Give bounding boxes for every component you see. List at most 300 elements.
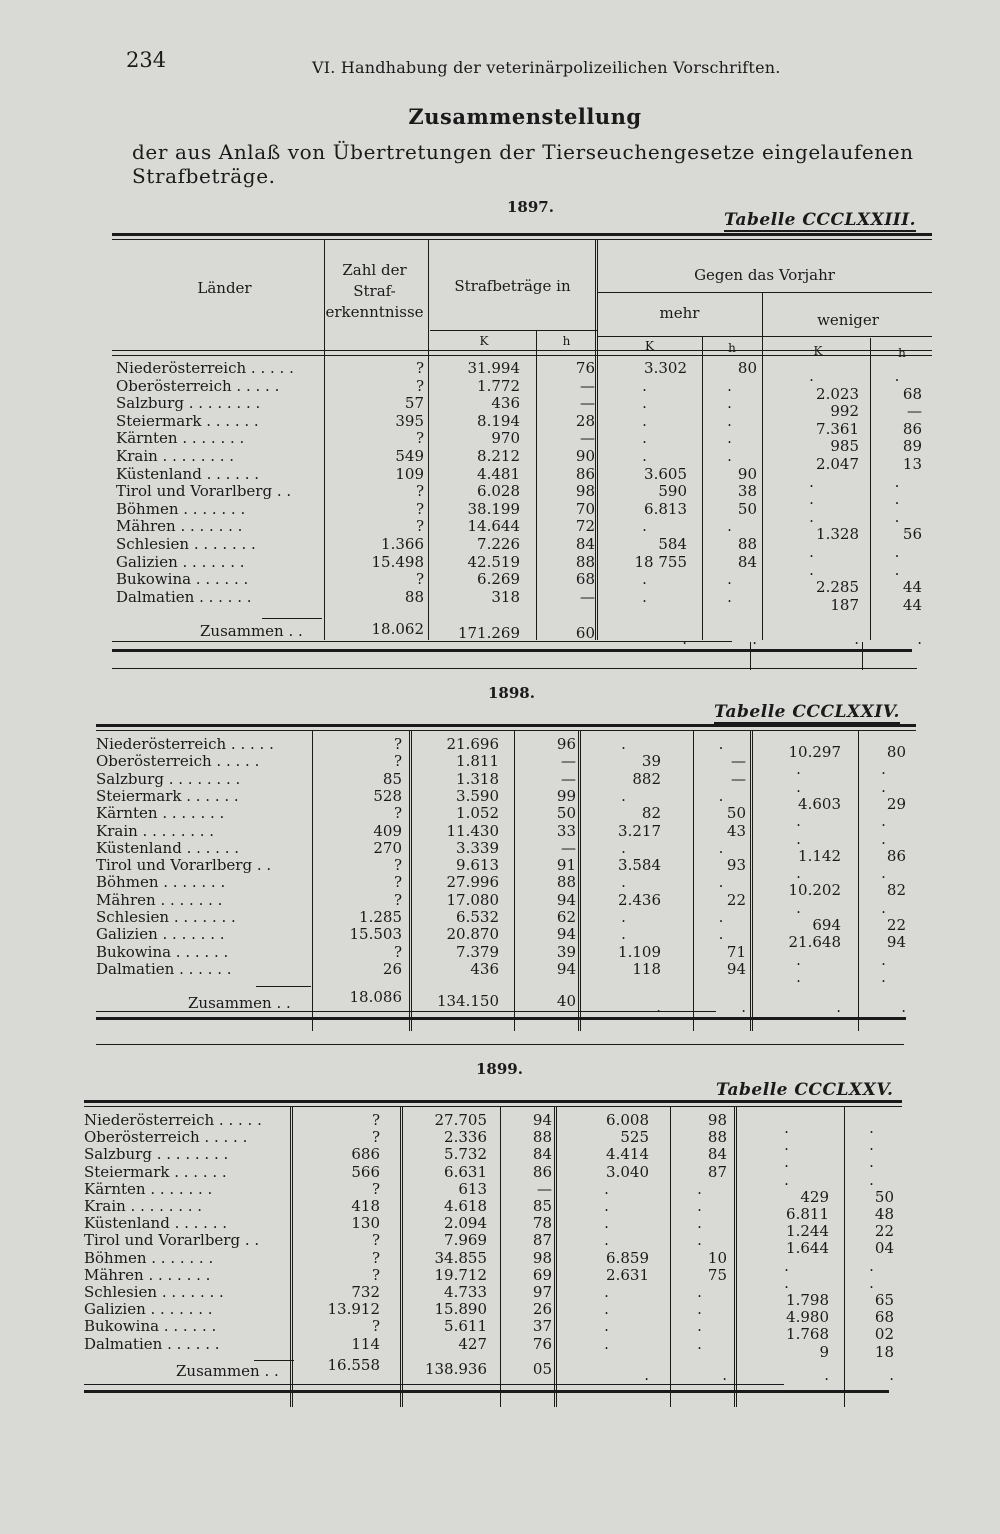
cell-wh: . — [869, 1153, 874, 1172]
row-land: Salzburg . . . . . . . . — [84, 1145, 229, 1164]
cell-zahl: 1.366 — [381, 535, 424, 553]
cell-wk: . — [796, 777, 801, 796]
cell-wk: 1.644 — [786, 1239, 829, 1258]
cell-h: 84 — [575, 535, 595, 553]
cell-h: 94 — [532, 1111, 552, 1129]
cell-mh: . — [697, 1300, 702, 1319]
cell-h: 76 — [532, 1334, 552, 1353]
row-land: Oberösterreich . . . . . — [116, 376, 280, 395]
row-land: Niederösterreich . . . . . — [116, 359, 294, 377]
cell-mh: 75 — [707, 1265, 727, 1284]
cell-mk: . — [604, 1231, 609, 1250]
row-land: Mähren . . . . . . . — [96, 890, 223, 909]
cell-zahl: 528 — [373, 786, 402, 805]
cell-mk: . — [642, 447, 647, 465]
cell-mh: 80 — [737, 359, 757, 377]
cell-wk: 985 — [830, 437, 859, 456]
cell-zahl: 88 — [404, 587, 424, 606]
cell-h: 98 — [575, 482, 595, 501]
cell-zahl: ? — [393, 735, 402, 753]
cell-zahl: 26 — [382, 959, 402, 978]
cell-mh: 93 — [726, 856, 746, 875]
table-1899 — [84, 1060, 904, 1430]
cell-mk: . — [642, 587, 647, 606]
total-wh: . — [917, 630, 922, 648]
cell-mh: . — [727, 447, 732, 465]
cell-zahl: ? — [415, 359, 424, 377]
cell-k: 4.618 — [444, 1197, 487, 1215]
row-land: Küstenland . . . . . . — [84, 1214, 228, 1233]
cell-k: 5.732 — [444, 1145, 487, 1164]
cell-mh: . — [697, 1179, 702, 1198]
total-h: 40 — [556, 992, 576, 1010]
cell-k: 6.028 — [477, 482, 520, 501]
running-head: VI. Handhabung der veterinärpolizeilichen Vorschriften. — [312, 58, 781, 77]
cell-h: 70 — [575, 499, 595, 518]
cell-k: 27.705 — [434, 1111, 487, 1129]
row-land: Niederösterreich . . . . . — [84, 1111, 262, 1129]
cell-mk: 82 — [641, 804, 661, 823]
cell-wk: . — [784, 1153, 789, 1172]
cell-k: 1.052 — [456, 804, 499, 823]
cell-mk: 882 — [632, 769, 661, 788]
total-mh: . — [752, 630, 757, 648]
cell-zahl: 270 — [373, 838, 402, 857]
total-mk: . — [656, 998, 661, 1016]
cell-h: 39 — [556, 942, 576, 961]
cell-mh: . — [697, 1197, 702, 1215]
cell-h: 86 — [575, 464, 595, 483]
table-year: 1897. — [507, 198, 554, 216]
cell-zahl: ? — [393, 804, 402, 823]
cell-wk: 1.244 — [786, 1222, 829, 1241]
cell-k: 3.339 — [456, 838, 499, 857]
cell-h: 94 — [556, 959, 576, 978]
cell-mk: . — [621, 925, 626, 944]
cell-zahl: ? — [415, 570, 424, 589]
cell-mk: . — [621, 735, 626, 753]
row-land: Schlesien . . . . . . . — [84, 1283, 224, 1301]
cell-h: 94 — [556, 890, 576, 909]
total-mh: . — [741, 998, 746, 1016]
cell-mh: 43 — [726, 821, 746, 840]
row-land: Galizien . . . . . . . — [84, 1300, 213, 1319]
cell-wh: 44 — [902, 595, 922, 614]
row-land: Oberösterreich . . . . . — [96, 752, 260, 771]
sub-mehr-h: h — [728, 341, 736, 355]
cell-wh: . — [881, 777, 886, 796]
cell-mk: . — [604, 1334, 609, 1353]
cell-mk: 3.584 — [618, 856, 661, 875]
cell-zahl: ? — [415, 376, 424, 395]
cell-wh: . — [894, 560, 900, 579]
cell-mk: 18 755 — [634, 552, 687, 571]
cell-wk: . — [796, 898, 801, 917]
cell-mh: . — [697, 1334, 702, 1353]
cell-mh: 88 — [737, 535, 757, 553]
cell-wk: . — [796, 812, 801, 831]
cell-wk: . — [809, 490, 814, 509]
cell-mh: — — [731, 752, 746, 771]
cell-mh: . — [727, 376, 732, 395]
cell-mh: 87 — [707, 1162, 727, 1181]
cell-zahl: ? — [371, 1128, 380, 1147]
row-land: Oberösterreich . . . . . — [84, 1128, 248, 1147]
cell-wh: . — [894, 490, 900, 509]
cell-mk: . — [604, 1214, 609, 1233]
cell-h: 26 — [532, 1300, 552, 1319]
cell-zahl: 15.498 — [371, 552, 424, 571]
cell-h: — — [537, 1179, 552, 1198]
cell-k: 31.994 — [467, 359, 520, 377]
cell-mh: . — [718, 908, 724, 926]
cell-h: 97 — [532, 1283, 552, 1301]
sub-weniger-h: h — [898, 346, 906, 360]
cell-wh: . — [894, 543, 900, 561]
cell-mk: . — [604, 1317, 609, 1336]
cell-zahl: 109 — [395, 464, 424, 483]
page-subtitle: der aus Anlaß von Übertretungen der Tierseuchengesetze eingelaufenen Strafbeträge. — [132, 140, 914, 188]
cell-zahl: 566 — [351, 1162, 380, 1181]
cell-h: 94 — [556, 925, 576, 944]
cell-wh: . — [869, 1170, 874, 1189]
total-zahl: 18.086 — [349, 988, 402, 1006]
cell-mh: . — [718, 925, 724, 944]
sub-weniger-k: K — [813, 344, 823, 358]
cell-h: 84 — [532, 1145, 552, 1164]
cell-k: 8.194 — [477, 411, 520, 430]
cell-mh: 84 — [707, 1145, 727, 1164]
cell-wh: . — [869, 1256, 874, 1275]
cell-mk: . — [604, 1197, 609, 1215]
cell-wk: . — [784, 1256, 789, 1275]
cell-zahl: ? — [393, 942, 402, 961]
cell-h: — — [580, 394, 595, 413]
cell-h: 62 — [556, 908, 576, 926]
total-mk: . — [682, 630, 687, 648]
cell-wk: . — [809, 367, 814, 385]
cell-h: 87 — [532, 1231, 552, 1250]
total-wk: . — [836, 998, 841, 1016]
cell-zahl: ? — [371, 1265, 380, 1284]
cell-wh: 68 — [874, 1308, 894, 1327]
cell-zahl: ? — [393, 856, 402, 875]
cell-mk: . — [621, 908, 626, 926]
cell-zahl: ? — [371, 1317, 380, 1336]
cell-k: 436 — [470, 959, 499, 978]
cell-wh: 02 — [874, 1325, 894, 1344]
row-land: Bukowina . . . . . . — [116, 570, 249, 589]
row-land: Steiermark . . . . . . — [116, 411, 259, 430]
cell-h: 33 — [556, 821, 576, 840]
cell-wk: 4.603 — [798, 794, 841, 813]
cell-wh: 50 — [874, 1187, 894, 1206]
cell-k: 9.613 — [456, 856, 499, 875]
cell-mh: 90 — [737, 464, 757, 483]
cell-zahl: 13.912 — [327, 1300, 380, 1319]
row-land: Küstenland . . . . . . — [96, 838, 240, 857]
cell-wh: 22 — [874, 1222, 894, 1241]
table-1897 — [112, 198, 932, 678]
cell-wh: 04 — [874, 1239, 894, 1258]
cell-mh: 84 — [737, 552, 757, 571]
cell-wk: 2.285 — [816, 578, 859, 597]
cell-mh: . — [697, 1283, 702, 1301]
sub-mehr-k: K — [645, 339, 654, 353]
cell-zahl: 395 — [395, 411, 424, 430]
cell-mh: 94 — [726, 959, 746, 978]
cell-wh: 29 — [886, 794, 906, 813]
cell-h: 85 — [532, 1197, 552, 1215]
row-land: Tirol und Vorarlberg . . — [84, 1231, 260, 1250]
cell-mk: . — [642, 570, 647, 589]
row-land: Kärnten . . . . . . . — [116, 429, 245, 448]
cell-wk: 2.047 — [816, 455, 859, 473]
cell-wh: . — [881, 898, 886, 917]
cell-mh: . — [697, 1317, 702, 1336]
row-land: Bukowina . . . . . . — [96, 942, 229, 961]
cell-k: 2.094 — [444, 1214, 487, 1233]
cell-mk: 118 — [632, 959, 661, 978]
cell-wh: 56 — [902, 525, 922, 544]
cell-mk: . — [642, 394, 647, 413]
cell-mh: . — [727, 394, 732, 413]
row-land: Dalmatien . . . . . . — [96, 959, 232, 978]
cell-zahl: 15.503 — [349, 925, 402, 944]
cell-zahl: 114 — [351, 1334, 380, 1353]
cell-h: — — [580, 376, 595, 395]
cell-wh: 65 — [874, 1291, 894, 1309]
cell-h: 96 — [556, 735, 576, 753]
row-land: Dalmatien . . . . . . — [84, 1334, 220, 1353]
cell-zahl: ? — [371, 1231, 380, 1250]
cell-k: 7.226 — [477, 535, 520, 553]
row-land: Schlesien . . . . . . . — [96, 908, 236, 926]
cell-mh: 38 — [737, 482, 757, 501]
cell-wk: . — [796, 967, 801, 986]
cell-zahl: ? — [393, 873, 402, 892]
total-mk: . — [644, 1366, 649, 1384]
cell-k: 318 — [491, 587, 520, 606]
cell-h: 28 — [575, 411, 595, 430]
cell-k: 42.519 — [467, 552, 520, 571]
cell-k: 4.481 — [477, 464, 520, 483]
page-title: Zusammenstellung — [408, 104, 642, 129]
cell-mk: 4.414 — [606, 1145, 649, 1164]
row-land: Krain . . . . . . . . — [116, 447, 235, 465]
cell-k: 970 — [491, 429, 520, 448]
cell-h: 88 — [532, 1128, 552, 1147]
row-land: Dalmatien . . . . . . — [116, 587, 252, 606]
cell-k: 7.969 — [444, 1231, 487, 1250]
cell-mk: . — [621, 786, 626, 805]
cell-h: — — [561, 769, 576, 788]
total-mh: . — [722, 1366, 727, 1384]
cell-wh: . — [894, 507, 900, 526]
cell-wk: . — [796, 760, 801, 779]
cell-k: 1.772 — [477, 376, 520, 395]
cell-wk: . — [809, 472, 814, 491]
cell-wk: . — [809, 560, 814, 579]
total-k: 134.150 — [436, 992, 499, 1010]
row-land: Krain . . . . . . . . — [84, 1197, 203, 1215]
cell-wk: 429 — [800, 1187, 829, 1206]
cell-mk: . — [642, 376, 647, 395]
cell-wh: 89 — [902, 437, 922, 456]
cell-mk: 2.631 — [606, 1265, 649, 1284]
row-land: Mähren . . . . . . . — [84, 1265, 211, 1284]
cell-zahl: 130 — [351, 1214, 380, 1233]
table-name: Tabelle CCCLXXV. — [716, 1080, 894, 1100]
cell-h: 88 — [556, 873, 576, 892]
cell-mk: 525 — [620, 1128, 649, 1147]
row-land: Niederösterreich . . . . . — [96, 735, 274, 753]
row-land: Kärnten . . . . . . . — [84, 1179, 213, 1198]
total-wk: . — [824, 1366, 829, 1384]
cell-wk: 21.648 — [788, 933, 841, 952]
cell-zahl: 85 — [382, 769, 402, 788]
cell-k: 3.590 — [456, 786, 499, 805]
table-name: Tabelle CCCLXXIV. — [714, 702, 900, 722]
cell-zahl: ? — [415, 482, 424, 501]
cell-h: — — [561, 752, 576, 771]
cell-h: 68 — [575, 570, 595, 589]
cell-mh: 71 — [726, 942, 746, 961]
cell-wk: 1.328 — [816, 525, 859, 544]
cell-h: 90 — [575, 447, 595, 465]
cell-wh: 22 — [886, 916, 906, 934]
cell-zahl: ? — [371, 1248, 380, 1267]
header-mehr: mehr — [659, 304, 700, 322]
cell-zahl: ? — [415, 429, 424, 448]
cell-wh: 18 — [874, 1342, 894, 1361]
cell-k: 4.733 — [444, 1283, 487, 1301]
table-1898 — [96, 684, 916, 1054]
cell-k: 14.644 — [467, 517, 520, 536]
row-land: Salzburg . . . . . . . . — [116, 394, 261, 413]
cell-mk: 1.109 — [618, 942, 661, 961]
cell-mk: . — [604, 1300, 609, 1319]
cell-k: 6.532 — [456, 908, 499, 926]
cell-k: 21.696 — [446, 735, 499, 753]
cell-h: 99 — [556, 786, 576, 805]
header-zahl: Zahl der Straf- erkenntnisse — [325, 261, 424, 321]
cell-mk: 6.008 — [606, 1111, 649, 1129]
row-land: Mähren . . . . . . . — [116, 517, 243, 536]
cell-wk: . — [809, 543, 814, 561]
cell-k: 427 — [458, 1334, 487, 1353]
cell-wh: 94 — [886, 933, 906, 952]
cell-h: 69 — [532, 1265, 552, 1284]
cell-mh: . — [697, 1214, 702, 1233]
cell-k: 27.996 — [446, 873, 499, 892]
cell-k: 15.890 — [434, 1300, 487, 1319]
cell-mk: . — [604, 1179, 609, 1198]
cell-wh: . — [881, 864, 886, 883]
cell-h: 37 — [532, 1317, 552, 1336]
cell-h: 50 — [556, 804, 576, 823]
table-year: 1899. — [476, 1060, 523, 1078]
cell-wk: . — [796, 950, 801, 969]
cell-wk: . — [796, 829, 801, 848]
table-name: Tabelle CCCLXXIII. — [724, 210, 917, 230]
cell-k: 19.712 — [434, 1265, 487, 1284]
cell-mk: 3.040 — [606, 1162, 649, 1181]
total-zahl: 18.062 — [371, 620, 424, 638]
row-land: Steiermark . . . . . . — [84, 1162, 227, 1181]
cell-k: 8.212 — [477, 447, 520, 465]
total-wk: . — [854, 630, 859, 648]
cell-wh: . — [881, 967, 886, 986]
cell-wh: . — [869, 1119, 874, 1137]
cell-mh: . — [727, 517, 732, 536]
cell-mh: . — [727, 587, 732, 606]
page-number: 234 — [126, 48, 167, 72]
cell-wk: 992 — [830, 402, 859, 421]
cell-mh: . — [727, 429, 732, 448]
cell-zahl: ? — [415, 499, 424, 518]
cell-k: 2.336 — [444, 1128, 487, 1147]
cell-wh: . — [869, 1273, 874, 1292]
cell-wk: . — [796, 864, 801, 883]
row-land: Tirol und Vorarlberg . . — [96, 856, 272, 875]
cell-wh: . — [894, 367, 900, 385]
cell-h: 88 — [575, 552, 595, 571]
cell-wh: . — [881, 760, 886, 779]
cell-mh: . — [718, 735, 724, 753]
cell-wh: 86 — [886, 846, 906, 865]
cell-wk: 10.297 — [788, 743, 841, 761]
cell-mk: . — [642, 517, 647, 536]
cell-mh: 10 — [707, 1248, 727, 1267]
cell-zahl: 686 — [351, 1145, 380, 1164]
cell-zahl: 418 — [351, 1197, 380, 1215]
cell-wk: 10.202 — [788, 881, 841, 900]
cell-mh: . — [697, 1231, 702, 1250]
cell-mh: 98 — [707, 1111, 727, 1129]
cell-mh: 22 — [726, 890, 746, 909]
cell-mh: . — [718, 873, 724, 892]
row-land: Böhmen . . . . . . . — [116, 499, 246, 518]
cell-k: 38.199 — [467, 499, 520, 518]
cell-wk: 1.142 — [798, 846, 841, 865]
cell-wh: 80 — [886, 743, 906, 761]
cell-zahl: 549 — [395, 447, 424, 465]
cell-zahl: 732 — [351, 1283, 380, 1301]
cell-h: — — [580, 429, 595, 448]
total-label: Zusammen . . — [200, 622, 303, 640]
cell-zahl: ? — [415, 517, 424, 536]
cell-zahl: ? — [371, 1179, 380, 1198]
cell-mk: 6.813 — [644, 499, 687, 518]
cell-wh: 82 — [886, 881, 906, 900]
total-zahl: 16.558 — [327, 1356, 380, 1374]
cell-h: 86 — [532, 1162, 552, 1181]
cell-mh: 50 — [726, 804, 746, 823]
row-land: Schlesien . . . . . . . — [116, 535, 256, 553]
cell-mk: 39 — [641, 752, 661, 771]
cell-zahl: ? — [393, 890, 402, 909]
cell-wh: 68 — [902, 384, 922, 403]
cell-h: 91 — [556, 856, 576, 875]
cell-k: 6.269 — [477, 570, 520, 589]
table-year: 1898. — [488, 684, 535, 702]
cell-k: 1.811 — [456, 752, 499, 771]
header-laender: Länder — [197, 279, 252, 297]
cell-wk: 6.811 — [786, 1205, 829, 1223]
cell-mh: . — [718, 838, 724, 857]
header-vorjahr: Gegen das Vorjahr — [694, 266, 835, 284]
